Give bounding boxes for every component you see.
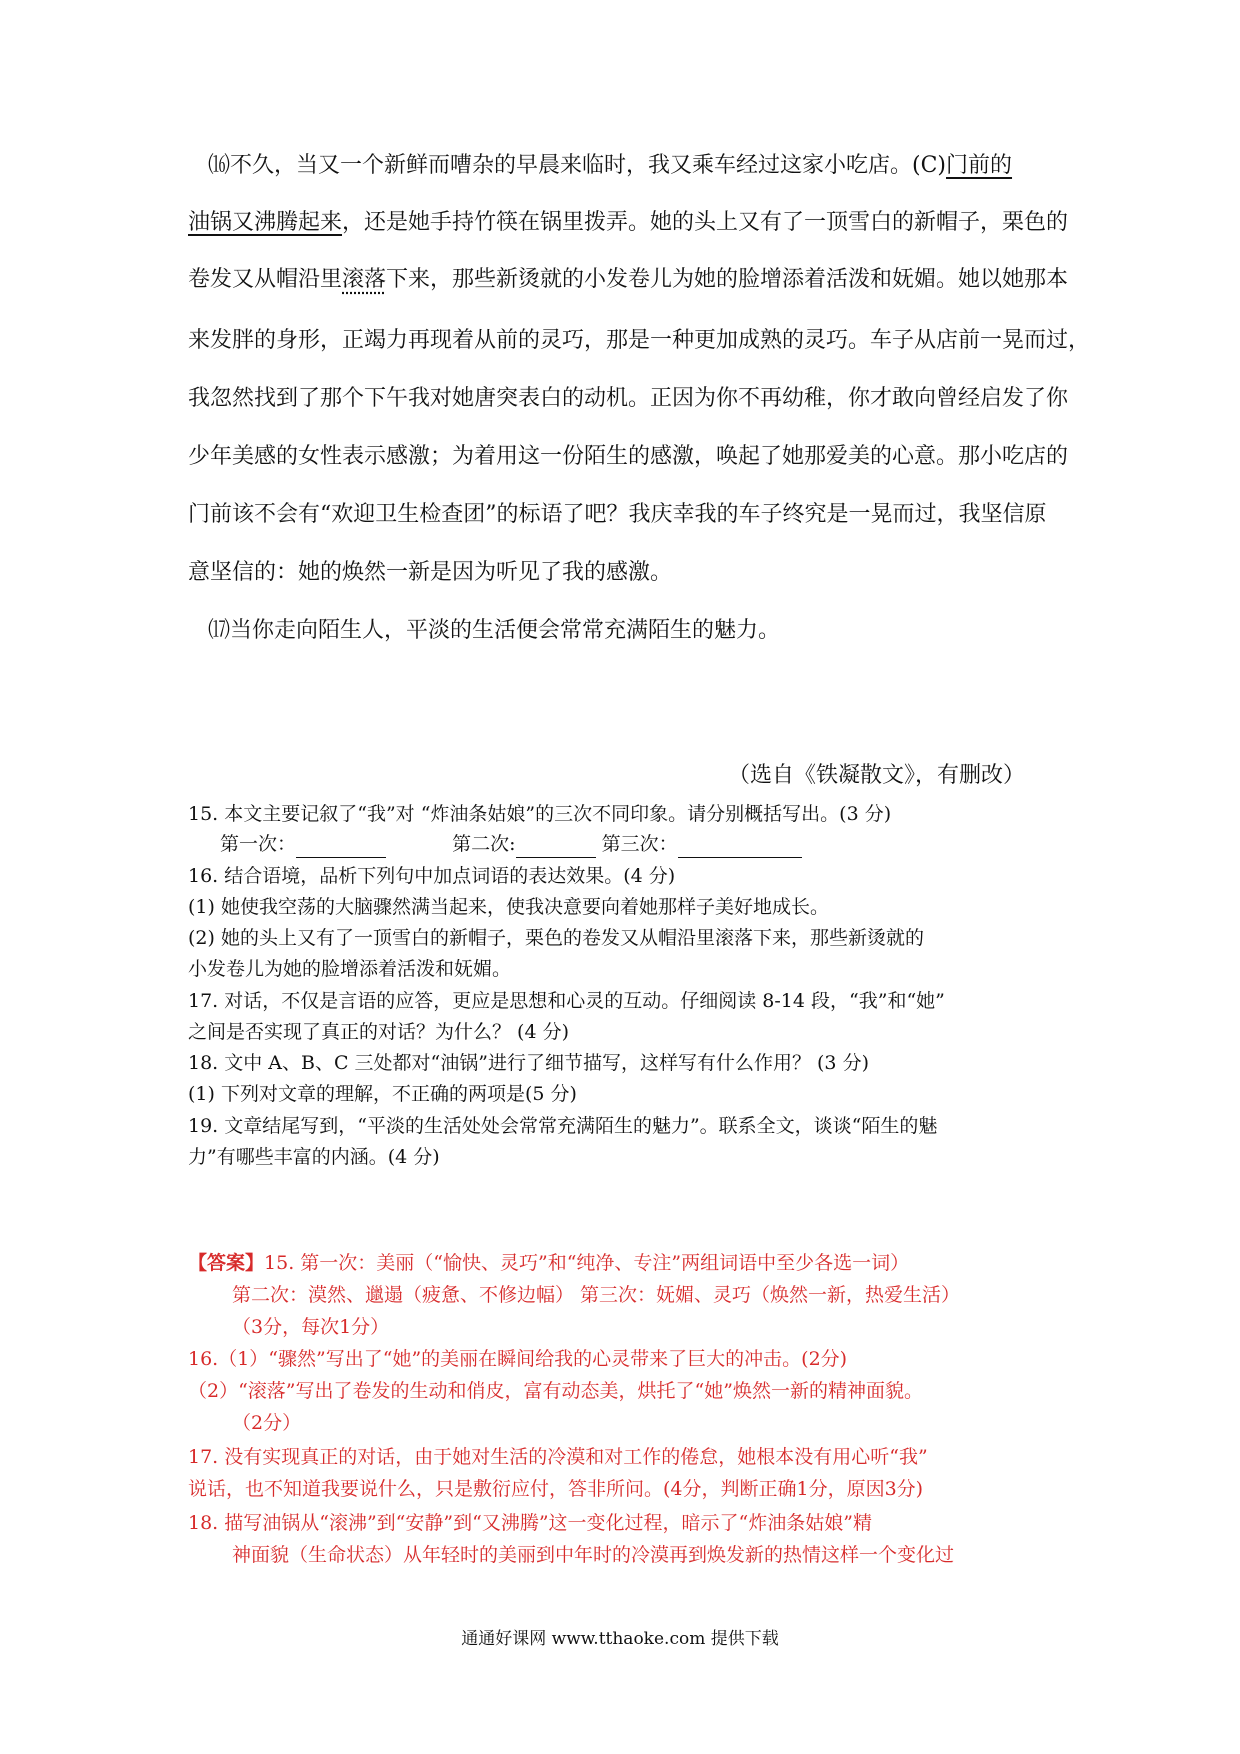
passage-line: 门前该不会有“欢迎卫生检查团”的标语了吧？我庆幸我的车子终究是一晃而过，我坚信原 bbox=[188, 502, 1047, 527]
question-16-2: (2) 她的头上又有了一顶雪白的新帽子，栗色的卷发又从帽沿里滚落下来，那些新烫就的 bbox=[188, 927, 924, 949]
answer-blank bbox=[516, 837, 596, 858]
question-19-cont: 力”有哪些丰富的内涵。(4 分) bbox=[188, 1146, 440, 1168]
answer-15-line2: 第二次：漠然、邋遢（疲惫、不修边幅） 第三次：妩媚、灵巧（焕然一新，热爱生活） bbox=[232, 1284, 961, 1306]
answer-text: 15. 第一次：美丽（“愉快、灵巧”和“纯净、专注”两组词语中至少各选一词） bbox=[264, 1252, 910, 1274]
passage-line bbox=[188, 208, 1068, 238]
answer-tag: 【答案】 bbox=[188, 1252, 265, 1274]
blank-label: 第二次: bbox=[452, 833, 516, 855]
passage-text: 下来，那些新烫就的小发卷儿为她的脸增添着活泼和妩媚。她以她那本 bbox=[386, 267, 1069, 292]
question-18-1: (1) 下列对文章的理解，不正确的两项是(5 分) bbox=[188, 1083, 577, 1105]
passage-line: 我忽然找到了那个下午我对她唐突表白的动机。正因为你不再幼稚，你才敢向曾经启发了你 bbox=[188, 386, 1069, 411]
question-18: 18. 文中 A、B、C 三处都对“油锅”进行了细节描写，这样写有什么作用？ (3 分) bbox=[188, 1052, 869, 1074]
passage-line: ⒄当你走向陌生人，平淡的生活便会常常充满陌生的魅力。 bbox=[208, 618, 781, 643]
question-16-1: (1) 她使我空荡的大脑骤然满当起来，使我决意要向着她那样子美好地成长。 bbox=[188, 896, 829, 918]
passage-text: 卷发又从帽沿里 bbox=[188, 267, 343, 292]
passage-line: 意坚信的：她的焕然一新是因为听见了我的感激。 bbox=[188, 560, 673, 585]
question-17: 17. 对话，不仅是言语的应答，更应是思想和心灵的互动。仔细阅读 8-14 段，“我”和“她” bbox=[188, 990, 945, 1012]
passage-line: 少年美感的女性表示感激；为着用这一份陌生的感激，唤起了她那爱美的心意。那小吃店的 bbox=[188, 444, 1069, 469]
blank-label: 第一次： bbox=[220, 833, 297, 855]
question-19: 19. 文章结尾写到，“平淡的生活处处会常常充满陌生的魅力”。联系全文，谈谈“陌生的魅 bbox=[188, 1115, 938, 1137]
passage-line bbox=[188, 265, 1068, 295]
answer-18-line2: 神面貌（生命状态）从年轻时的美丽到中年时的冷漠再到焕发新的热情这样一个变化过 bbox=[232, 1544, 955, 1566]
answer-blank bbox=[296, 837, 386, 858]
emphasized-word: 滚落 bbox=[342, 267, 387, 292]
answer-17-line2: 说话，也不知道我要说什么，只是敷衍应付，答非所问。(4分，判断正确1分，原因3分) bbox=[188, 1478, 924, 1500]
question-15-blanks bbox=[220, 830, 802, 858]
answer-blank bbox=[678, 837, 802, 858]
question-15: 15. 本文主要记叙了“我”对 “炸油条姑娘”的三次不同印象。请分别概括写出。(3 分) bbox=[188, 803, 892, 825]
underlined-phrase: 门前的 bbox=[946, 153, 1013, 178]
question-17-cont: 之间是否实现了真正的对话？为什么？ (4 分) bbox=[188, 1021, 569, 1043]
underlined-phrase: 油锅又沸腾起来 bbox=[188, 210, 343, 235]
answer-15-line3: （3分，每次1分） bbox=[232, 1316, 390, 1338]
source-citation: （选自《铁凝散文》，有删改） bbox=[728, 763, 1026, 788]
answer-18-line1: 18. 描写油锅从“滚沸”到“安静”到“又沸腾”这一变化过程，暗示了“炸油条姑娘”精 bbox=[188, 1512, 872, 1534]
answer-17-line1: 17. 没有实现真正的对话，由于她对生活的冷漠和对工作的倦怠，她根本没有用心听“我” bbox=[188, 1446, 928, 1468]
question-16: 16. 结合语境，品析下列句中加点词语的表达效果。(4 分) bbox=[188, 865, 676, 887]
page-footer: 通通好课网 www.tthaoke.com 提供下载 bbox=[461, 1629, 779, 1649]
passage-text: ，还是她手持竹筷在锅里拨弄。她的头上又有了一顶雪白的新帽子，栗色的 bbox=[342, 210, 1069, 235]
blank-label: 第三次： bbox=[601, 833, 678, 855]
question-16-2-cont: 小发卷儿为她的脸增添着活泼和妩媚。 bbox=[188, 958, 512, 980]
answer-16-line2: （2）“滚落”写出了卷发的生动和俏皮，富有动态美，烘托了“她”焕然一新的精神面貌。 bbox=[188, 1380, 923, 1402]
answer-15-line1 bbox=[188, 1249, 909, 1277]
passage-text: ⒃不久，当又一个新鲜而嘈杂的早晨来临时，我又乘车经过这家小吃店。(C) bbox=[208, 153, 947, 178]
answer-16-line1: 16.（1）“骤然”写出了“她”的美丽在瞬间给我的心灵带来了巨大的冲击。(2分) bbox=[188, 1348, 848, 1370]
passage-line bbox=[208, 151, 1012, 181]
passage-line: 来发胖的身形，正竭力再现着从前的灵巧，那是一种更加成熟的灵巧。车子从店前一晃而过， bbox=[188, 328, 1091, 353]
answer-16-line3: （2分） bbox=[232, 1412, 302, 1434]
